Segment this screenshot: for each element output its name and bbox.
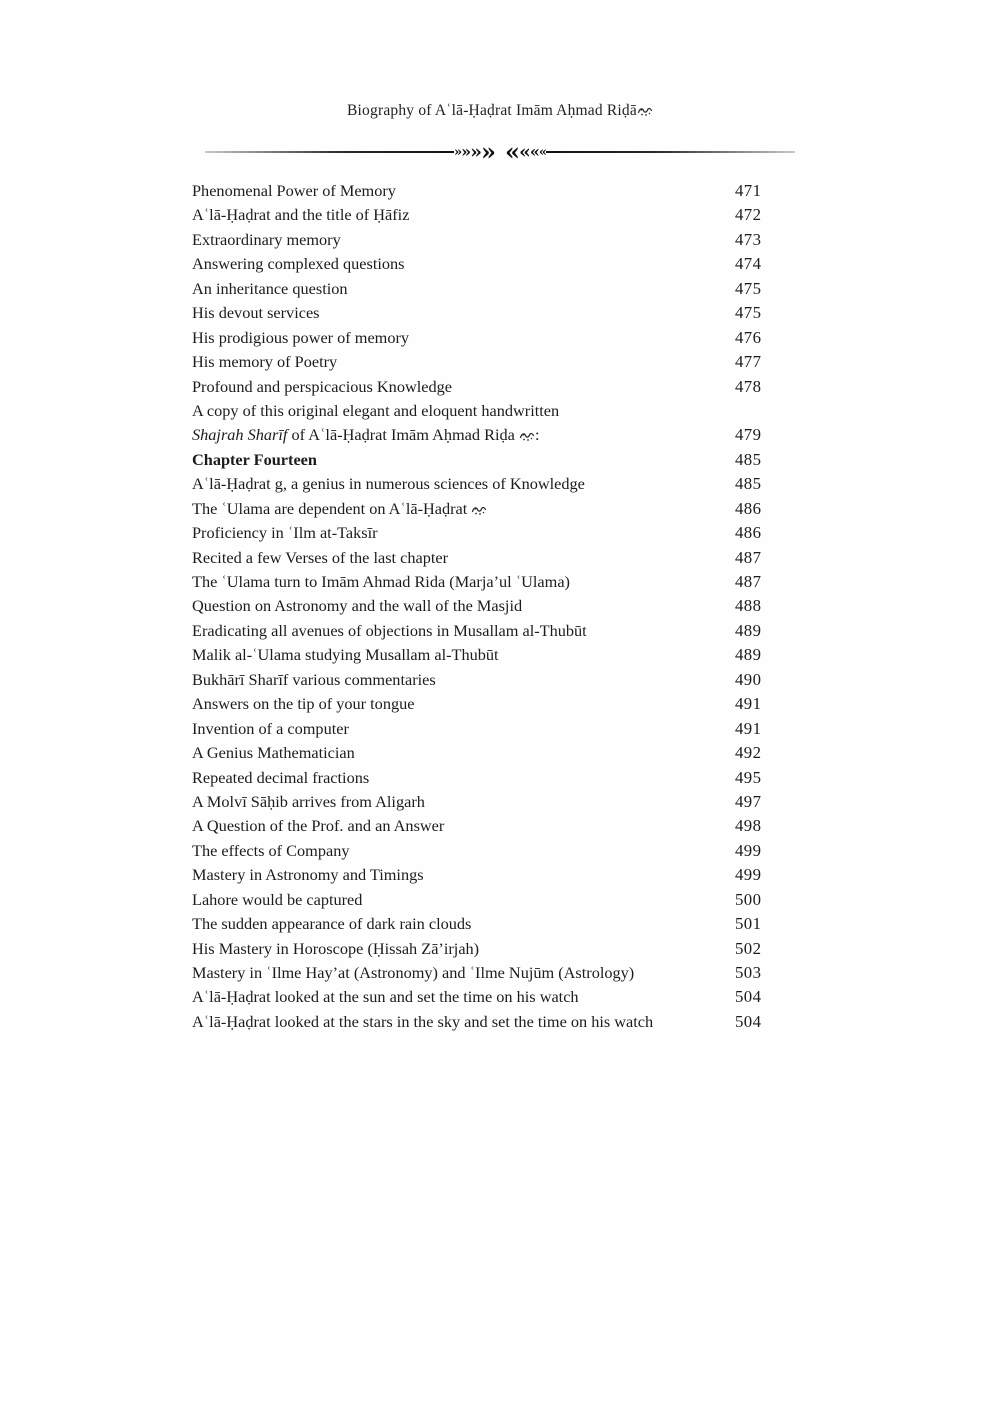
toc-entry [192, 937, 792, 961]
toc-entry [192, 497, 792, 521]
toc-title-segment: His Mastery in Horoscope (Ḥissah Zā’irjah) [192, 938, 480, 958]
toc-entry-title [192, 717, 735, 741]
toc-entry [192, 570, 792, 594]
chevron-right-ornament-icon [454, 137, 495, 166]
toc-title-segment: The effects of Company [192, 840, 350, 860]
toc-page-number: 471 [735, 181, 762, 200]
toc-page-number: 498 [735, 816, 762, 836]
chevron-glyph: « [505, 137, 519, 166]
toc-title-segment: Eradicating all avenues of objections in Musallam al-Thubūt [192, 620, 587, 640]
honorific-icon [471, 499, 487, 523]
chevron-glyph: » [470, 140, 481, 163]
toc-entry [192, 619, 792, 643]
toc-title-segment: Mastery in ʿIlme Hay’at (Astronomy) and ʿIlme Nujūm (Astrology) [192, 963, 635, 982]
toc-title-segment: Proficiency in ʿIlm at-Taksīr [192, 523, 378, 543]
toc-entry-title [192, 350, 735, 374]
toc-entry [192, 839, 792, 863]
toc-entry-title [192, 643, 735, 667]
toc-page-number: 475 [735, 278, 762, 298]
toc-title-segment: Invention of a computer [192, 718, 349, 738]
toc-page-number: 495 [735, 767, 762, 787]
toc-title-segment: Aʿlā-Ḥaḍrat looked at the stars in the sky and set the time on his watch [192, 1011, 654, 1031]
toc-entry [192, 717, 792, 741]
toc-title-segment: A Question of the Prof. and an Answer [192, 816, 445, 836]
toc-entry [192, 790, 792, 814]
toc-title-segment: Lahore would be captured [192, 889, 363, 909]
toc-page-number: 504 [735, 1011, 762, 1031]
toc-entry-title [192, 570, 735, 594]
toc-title-segment: Malik al-ʿUlama studying Musallam al-Thubūt [192, 645, 499, 665]
toc-title-segment: Aʿlā-Ḥaḍrat looked at the sun and set the time on his watch [192, 987, 579, 1007]
toc-title-segment: Chapter Fourteen [192, 449, 317, 469]
toc-entry [192, 228, 792, 252]
toc-entry [192, 399, 792, 423]
toc-entry-title [192, 814, 735, 838]
chevron-left-ornament-icon [505, 137, 546, 166]
table-of-contents [192, 179, 792, 1034]
toc-page-number: 487 [735, 572, 762, 591]
toc-entry [192, 668, 792, 692]
toc-entry-title [192, 301, 735, 325]
toc-entry-title [192, 228, 735, 252]
toc-entry-title [192, 912, 735, 936]
toc-entry [192, 912, 792, 936]
toc-entry [192, 1010, 792, 1034]
toc-title-segment: Aʿlā-Ḥaḍrat and the title of Ḥāfiz [192, 205, 410, 225]
toc-title-segment: The ʿUlama turn to Imām Ahmad Rida (Marja’ul ʿUlama) [192, 572, 570, 591]
toc-title-segment: of Aʿlā-Ḥaḍrat Imām Aḥmad Riḍa [287, 425, 519, 445]
toc-title-segment: A copy of this original elegant and eloquent handwritten [192, 400, 560, 420]
toc-page-number: 479 [735, 425, 762, 445]
divider-rule-right [546, 151, 795, 152]
running-header [0, 102, 1000, 122]
toc-entry [192, 546, 792, 570]
toc-page-number: 499 [735, 840, 762, 860]
toc-entry [192, 179, 792, 203]
toc-page-number: 490 [735, 669, 762, 689]
toc-entry [192, 375, 792, 399]
toc-title-segment: His prodigious power of memory [192, 327, 410, 347]
toc-entry-title [192, 252, 735, 276]
toc-page-number: 501 [735, 914, 762, 934]
chevron-glyph: « [538, 144, 546, 160]
toc-entry-title [192, 668, 735, 692]
toc-entry-title [192, 277, 735, 301]
toc-entry-title [192, 399, 735, 423]
toc-title-segment: Aʿlā-Ḥaḍrat g, a genius in numerous sciences of Knowledge [192, 474, 585, 494]
toc-entry [192, 448, 792, 472]
toc-entry [192, 643, 792, 667]
toc-entry [192, 814, 792, 838]
chevron-glyph: » [461, 142, 471, 161]
toc-title-segment: Shajrah Sharīf [192, 425, 288, 445]
toc-page-number: 477 [735, 352, 762, 372]
toc-entry-title [192, 961, 735, 985]
toc-page-number: 478 [735, 376, 762, 396]
running-header-title: Biography of Aʿlā-Ḥaḍrat Imām Aḥmad Riḍā [347, 102, 637, 119]
toc-entry-title [192, 203, 735, 227]
toc-entry-title [192, 888, 735, 912]
toc-entry [192, 326, 792, 350]
toc-entry-title [192, 766, 735, 790]
toc-title-segment: Answers on the tip of your tongue [192, 694, 415, 714]
toc-page-number: 489 [735, 620, 762, 640]
honorific-icon [519, 425, 535, 449]
toc-entry [192, 985, 792, 1009]
toc-title-segment: Extraordinary memory [192, 229, 341, 249]
toc-entry-title [192, 448, 735, 472]
toc-page-number: 491 [735, 694, 762, 714]
toc-page-number: 486 [735, 523, 762, 543]
toc-page-number: 500 [735, 889, 762, 909]
toc-page-number: 497 [735, 791, 762, 811]
toc-page-number: 488 [735, 596, 762, 616]
toc-title-segment: Answering complexed questions [192, 254, 405, 274]
toc-page-number: 489 [735, 645, 762, 665]
toc-entry [192, 277, 792, 301]
toc-page-number: 476 [735, 327, 762, 347]
toc-entry [192, 521, 792, 545]
toc-title-segment: Bukhārī Sharīf various commentaries [192, 669, 436, 689]
radi-allahu-anhu-honorific-icon [637, 104, 653, 122]
toc-title-segment: The sudden appearance of dark rain clouds [192, 914, 472, 934]
toc-entry [192, 766, 792, 790]
toc-title-segment: A Genius Mathematician [192, 743, 355, 763]
toc-page-number: 502 [735, 938, 762, 958]
toc-entry-title [192, 937, 735, 961]
toc-page-number: 486 [735, 498, 762, 518]
chevron-glyph: « [529, 142, 539, 161]
toc-entry-title [192, 326, 735, 350]
toc-entry-title [192, 839, 735, 863]
toc-page-number: 487 [735, 547, 762, 567]
toc-entry [192, 888, 792, 912]
toc-entry-title [192, 423, 735, 449]
toc-page-number: 504 [735, 987, 762, 1007]
chevron-glyph: » [454, 144, 462, 160]
toc-page-number: 473 [735, 229, 762, 249]
toc-entry-title [192, 692, 735, 716]
toc-entry [192, 472, 792, 496]
toc-entry-title [192, 521, 735, 545]
toc-entry-title [192, 619, 735, 643]
toc-entry-title [192, 472, 735, 496]
toc-page-number: 503 [735, 963, 762, 982]
toc-entry-title [192, 546, 735, 570]
toc-entry [192, 350, 792, 374]
toc-title-segment: Phenomenal Power of Memory [192, 181, 396, 200]
toc-entry-title [192, 985, 735, 1009]
toc-page-number: 485 [735, 449, 762, 469]
toc-entry-title [192, 1010, 735, 1034]
toc-page-number: 475 [735, 303, 762, 323]
toc-entry-title [192, 863, 735, 887]
toc-entry [192, 594, 792, 618]
toc-page-number: 499 [735, 865, 762, 885]
toc-title-segment: Recited a few Verses of the last chapter [192, 547, 449, 567]
toc-entry-title [192, 594, 735, 618]
toc-entry-title [192, 179, 735, 203]
toc-entry-title [192, 790, 735, 814]
toc-page-number: 491 [735, 718, 762, 738]
toc-title-segment: Profound and perspicacious Knowledge [192, 376, 452, 396]
toc-entry [192, 203, 792, 227]
toc-entry [192, 252, 792, 276]
toc-title-segment: The ʿUlama are dependent on Aʿlā-Ḥaḍrat [192, 498, 472, 518]
toc-page-number: 492 [735, 743, 762, 763]
toc-entry-title [192, 375, 735, 399]
toc-entry-title [192, 497, 735, 523]
divider-rule-left [205, 151, 454, 152]
toc-page-number: 472 [735, 205, 762, 225]
chevron-glyph: « [519, 140, 530, 163]
toc-title-segment: An inheritance question [192, 278, 348, 298]
toc-entry-title [192, 741, 735, 765]
toc-title-segment: His memory of Poetry [192, 352, 338, 372]
toc-entry [192, 423, 792, 447]
toc-entry [192, 863, 792, 887]
toc-title-segment: : [534, 425, 540, 445]
toc-entry [192, 301, 792, 325]
toc-title-segment: A Molvī Sāḥib arrives from Aligarh [192, 791, 425, 811]
chevron-glyph: » [481, 137, 495, 166]
toc-title-segment: Mastery in Astronomy and Timings [192, 865, 424, 885]
toc-page-number: 474 [735, 254, 762, 274]
toc-entry [192, 741, 792, 765]
toc-title-segment: His devout services [192, 303, 320, 323]
ornamental-divider [205, 137, 795, 166]
toc-entry [192, 961, 792, 985]
toc-page-number: 485 [735, 474, 762, 494]
toc-title-segment: Question on Astronomy and the wall of the Masjid [192, 596, 523, 616]
toc-entry [192, 692, 792, 716]
toc-title-segment: Repeated decimal fractions [192, 767, 370, 787]
